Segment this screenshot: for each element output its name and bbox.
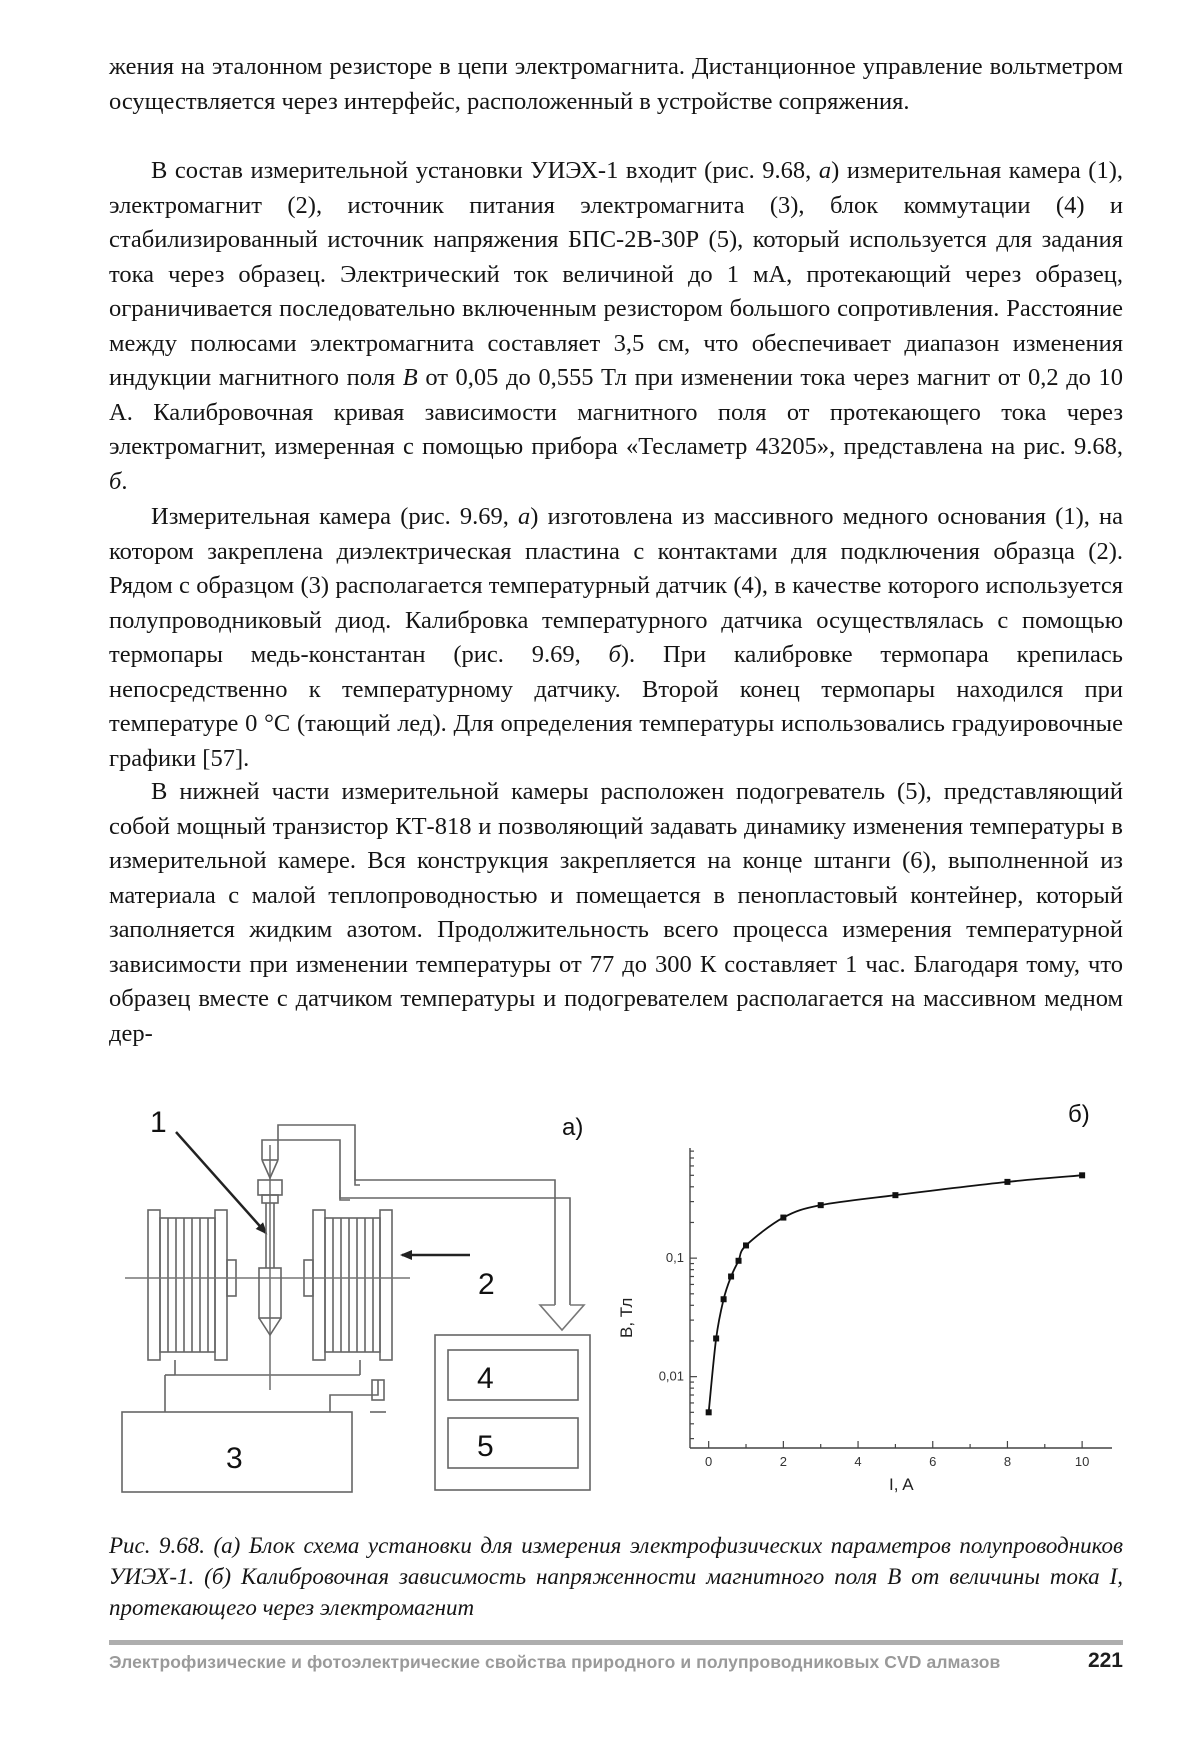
x-tick-label: 2 <box>779 1454 787 1469</box>
data-point <box>1079 1172 1085 1178</box>
calibration-chart <box>617 1101 1112 1494</box>
x-axis-label: I, A <box>889 1475 914 1494</box>
measuring-chamber <box>258 1145 282 1390</box>
data-point <box>1004 1179 1010 1185</box>
paragraph-3: Измерительная камера (рис. 9.69, а) изготовлена из массивного медного основания (1), на котором закреплена диэлектрическая пластина с контактами для подключения образца (2). Рядом с образцом (3) располагается температурный датчик (4), в качестве которого используется полупроводниковый диод. Калибровка температурного датчика осуществлялась с помощью термопары медь-константан (рис. 9.69, б). При калибровке термопара крепилась непосредственно к температурному датчику. Второй конец термопары находился при температуре 0 °С (тающий лед). Для определения температуры использовались градуировочные графики [57]. <box>109 503 1123 772</box>
data-point <box>728 1274 734 1280</box>
figure-caption: Рис. 9.68. (а) Блок схема установки для измерения электрофизических параметров полупроводников УИЭХ-1. (б) Калибровочная зависимость напряженности магнитного поля B от величины тока I, протекающего через электромагнит <box>109 1533 1123 1620</box>
down-arrow <box>540 1305 584 1330</box>
block-4-switching <box>448 1350 578 1400</box>
data-point <box>818 1202 824 1208</box>
y-axis-label: B, Тл <box>617 1297 636 1338</box>
block-5-voltage-source <box>448 1418 578 1468</box>
calibration-curve <box>709 1175 1082 1412</box>
data-point <box>713 1335 719 1341</box>
y-tick-label: 0,01 <box>658 1368 684 1384</box>
y-tick-label: 0,1 <box>665 1250 684 1266</box>
diagram-label-2: 2 <box>478 1268 495 1301</box>
diagram-label-4: 4 <box>477 1362 494 1395</box>
data-point <box>736 1258 742 1264</box>
data-point <box>721 1296 727 1302</box>
paragraph-2: В состав измерительной установки УИЭХ-1 входит (рис. 9.68, а) измерительная камера (1), электромагнит (2), источник питания электромагнита (3), блок коммутации (4) и стабилизированный источник напряжения БПС-2В-30Р (5), который используется для задания тока через образец. Электрический ток величиной до 1 мА, протекающий через образец, ограничивается последовательно включенным резистором большого сопротивления. Расстояние между полюсами электромагнита составляет 3,5 см, что обеспечивает диапазон изменения индукции магнитного поля B от 0,05 до 0,555 Тл при изменении тока через магнит от 0,2 до 10 А. Калибровочная кривая зависимости магнитного поля от протекающего тока через электромагнит, измеренная с помощью прибора «Тесламетр 43205», представлена на рис. 9.68, б. <box>109 157 1124 495</box>
data-point <box>780 1215 786 1221</box>
x-tick-label: 6 <box>929 1454 937 1469</box>
figure-9-68 <box>0 1085 1200 1515</box>
x-tick-label: 0 <box>705 1454 713 1469</box>
diagram-label-3: 3 <box>226 1442 243 1475</box>
data-point <box>892 1192 898 1198</box>
running-title: Электрофизические и фотоэлектрические свойства природного и полупроводниковых CVD алмазов <box>109 1652 1001 1672</box>
x-tick-label: 8 <box>1003 1454 1012 1469</box>
page-number: 221 <box>1087 1649 1123 1672</box>
electromagnet-right-coil <box>304 1210 392 1360</box>
electromagnet-left-coil <box>148 1210 236 1360</box>
data-point <box>706 1409 712 1415</box>
paragraph-4: В нижней части измерительной камеры расположен подогреватель (5), представляющий собой мощный транзистор КТ-818 и позволяющий задавать динамику изменения температуры в измерительной камере. Вся конструкция закрепляется на конце штанги (6), выполненной из материала с малой теплопроводностью и помещается в пенопластовый контейнер, который заполняется жидким азотом. Продолжительность всего процесса измерения температурной зависимости при изменении температуры от 77 до 300 К составляет 1 час. Благодаря тому, что образец вместе с датчиком температуры и подогревателем располагается на массивном медном дер- <box>109 778 1123 1047</box>
diagram-label-5: 5 <box>477 1430 494 1463</box>
diagram-label-1: 1 <box>150 1106 167 1139</box>
block-diagram <box>122 1106 590 1492</box>
panel-label-b: б) <box>1068 1101 1090 1128</box>
paragraph-1: жения на эталонном резисторе в цепи электромагнита. Дистанционное управление вольтметром осуществляется через интерфейс, расположенный в устройстве сопряжения. <box>109 53 1123 115</box>
panel-label-a: а) <box>562 1114 584 1141</box>
outer-block-4-5 <box>435 1335 590 1490</box>
x-tick-label: 10 <box>1074 1454 1090 1469</box>
footer-rule <box>109 1640 1123 1645</box>
x-tick-label: 4 <box>854 1454 862 1469</box>
data-point <box>743 1242 749 1248</box>
